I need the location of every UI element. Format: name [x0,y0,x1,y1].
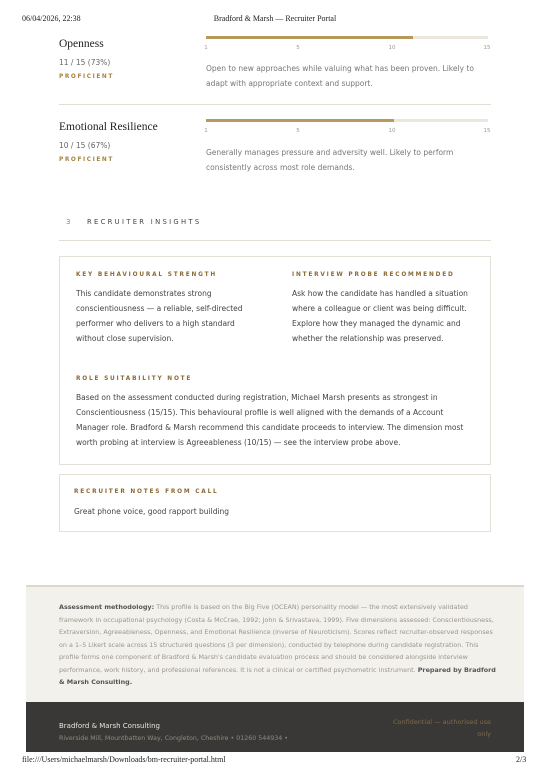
scale-tick: 15 [483,45,491,51]
dimension-description: Open to new approaches while valuing what has been proven. Likely to adapt with appropriate context and support. [206,64,474,88]
scale-tick: 15 [483,128,491,134]
suitability-text: Based on the assessment conducted during registration, Michael Marsh presents as strongest in Conscientiousness (15/15). This behavioural profile is well aligned with the demands of a Account Manager role. Bradford & Marsh recommend this candidate proceeds to interview. The dimension most worth probing at interview is Agreeableness (10/15) — see the interview probe above. [76,393,464,447]
dimension-openness [0,0,550,104]
scale-tick: 10 [388,128,396,134]
score-bar-fill [206,119,394,122]
insights-card [59,256,491,465]
methodology-panel [26,585,524,704]
probe-label: INTERVIEW PROBE RECOMMENDED [292,272,455,278]
recruiter-notes-card [59,474,491,532]
notes-label: RECRUITER NOTES FROM CALL [74,489,219,495]
print-date: 06/04/2026, 22:38 [22,14,81,23]
footer-company: Bradford & Marsh Consulting [59,722,160,730]
score-bar-fill [206,36,413,39]
scale-tick: 1 [204,45,208,51]
dimension-level: PROFICIENT [59,157,114,163]
dimension-level: PROFICIENT [59,74,114,80]
print-page-number: 2/3 [516,755,527,764]
score-bar-track [206,119,488,122]
section-title: RECRUITER INSIGHTS [87,218,202,226]
footer-address: Riverside Mill, Mountbatten Way, Congleton, Cheshire • 01260 544934 • [59,735,288,742]
dimension-name: Emotional Resilience [59,121,158,133]
notes-text: Great phone voice, good rapport building [74,507,230,516]
scale-tick: 5 [296,45,300,51]
methodology-text [59,601,499,689]
dimension-score: 10 / 15 (67%) [59,141,111,150]
site-footer [26,702,524,752]
strength-text: This candidate demonstrates strong conscientiousness — a reliable, self-directed performer who delivers to a high standard without close supervision. [76,289,243,343]
dimension-emotional-resilience [0,105,550,185]
footer-confidential: Confidential — authorised use only [392,718,491,738]
scale-tick: 1 [204,128,208,134]
strength-label: KEY BEHAVIOURAL STRENGTH [76,272,217,278]
score-bar-track [206,36,488,39]
scale-tick: 5 [296,128,300,134]
print-file-path: file:///Users/michaelmarsh/Downloads/bm-recruiter-portal.html [22,755,226,764]
methodology-heading: Assessment methodology: [59,603,155,611]
dimension-name: Openness [59,38,104,50]
methodology-body: This profile is based on the Big Five (OCEAN) personality model — the most extensively validated framework in occupational psychology (Costa & McCrae, 1992; John & Srivastava, 1999). Five dimensions assessed: Conscientiousness, Extraversion, Agreeableness, Openness, and Emotional Resilience (inverse of Neuroticism). Scores reflect recruiter-observed responses on a 1–5 Likert scale across 15 structured questions (3 per dimension), conducted by telephone during candidate registration. This profile forms one component of Bradford & Marsh's candidate evaluation process and should be considered alongside interview performance, work history, and professional references. It is not a clinical or certified psychometric instrument. [59,603,494,674]
print-title: Bradford & Marsh — Recruiter Portal [213,14,337,23]
scale-tick: 10 [388,45,396,51]
prepared-by: Prepared by Bradford & Marsh Consulting. [59,665,496,686]
suitability-label: ROLE SUITABILITY NOTE [76,376,193,382]
dimension-score: 11 / 15 (73%) [59,58,111,67]
section-divider [59,240,491,241]
dimension-description: Generally manages pressure and adversity well. Likely to perform consistently across most role demands. [206,148,454,172]
probe-text: Ask how the candidate has handled a situation where a colleague or client was being difficult. Explore how they managed the dynamic and whether the relationship was preserved. [292,289,468,343]
section-number: 3 [66,218,71,226]
